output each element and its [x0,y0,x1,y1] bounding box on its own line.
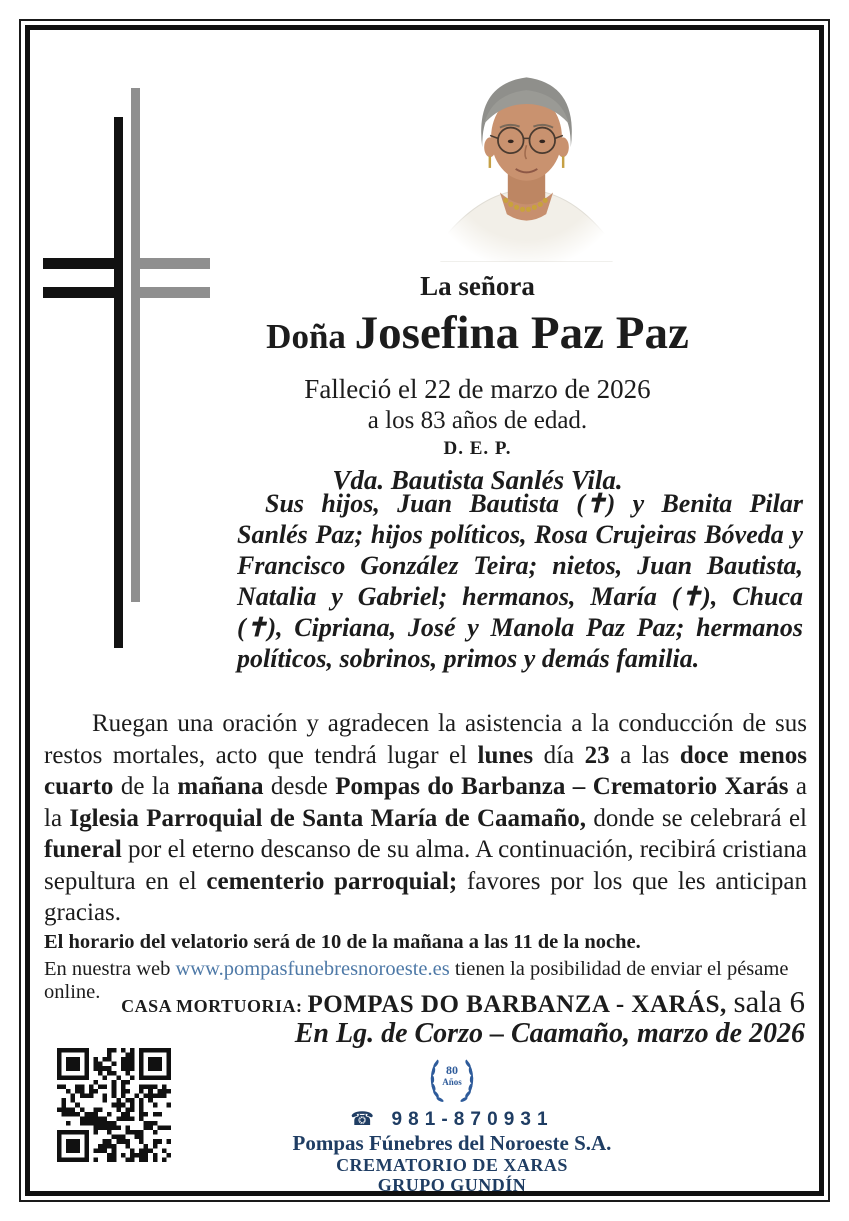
family-paragraph: Sus hijos, Juan Bautista (✝) y Benita Pilar Sanlés Paz; hijos políticos, Rosa Crujeiras Bóveda y Francisco González Teira; nietos, Juan Bautista, Natalia y Gabriel; hermanos, María (✝), Chuca (✝), Cipriana, José y Manola Paz Paz; hermanos políticos, sobrinos, primos y demás familia. [237,489,803,673]
announcement-paragraph: Ruegan una oración y agradecen la asistencia a la conducción de sus restos mortales, acto que tendrá lugar el lunes día 23 a las doce menos cuarto de la mañana desde Pompas do Barbanza – Crematorio Xarás a la Iglesia Parroquial de Santa María de Caamaño, donde se celebrará el funeral por el eterno descanso de su alma. A continuación, recibirá cristiana sepultura en el cementerio parroquial; favores por los que les anticipan gracias. [44,710,807,926]
phone-line [55,1108,849,1131]
phone-icon: ☎ [350,1109,381,1130]
cross-black-vertical [114,117,123,648]
anniversary-word: Años [442,1077,462,1087]
anniversary-number: 80 [446,1063,458,1077]
dep-abbreviation: D. E. P. [443,438,512,459]
web-condolence-line: En nuestra web www.pompasfunebresnoroeste.es tienen la posibilidad de enviar el pésame online. [44,958,789,1003]
deceased-name: Josefina Paz Paz [354,307,689,359]
cross-black-arm-lower [43,287,123,298]
website-link[interactable]: www.pompasfunebresnoroeste.es [175,958,450,980]
mortuary-line [121,984,805,1020]
death-date-line: Falleció el 22 de marzo de 2026 [304,374,651,404]
phone-number: 981-870931 [391,1109,554,1130]
age-line: a los 83 años de edad. [367,407,588,434]
funeral-home-footer [55,1052,849,1195]
company-name: Pompas Fúnebres del Noroeste S.A. [292,1131,612,1155]
group-name: GRUPO GUNDÍN [377,1175,527,1195]
mortuary-name: POMPAS DO BARBANZA - XARÁS, [307,991,734,1018]
deceased-name-line [150,304,805,373]
cross-gray-arm-upper [131,258,210,269]
widow-line: Vda. Bautista Sanlés Vila. [332,465,623,495]
wake-schedule-line: El horario del velatorio será de 10 de la mañana a las 11 de la noche. [44,931,641,953]
mortuary-room: sala 6 [733,984,805,1019]
place-date-line: En Lg. de Corzo – Caamaño, marzo de 2026 [294,1018,805,1049]
name-prefix: Doña [266,317,355,356]
cross-black-arm-upper [43,258,123,269]
crematorium-name: CREMATORIO DE XARAS [336,1155,568,1175]
salutation: La señora [420,271,535,301]
laurel-80-years-icon [422,1052,482,1108]
cross-gray-vertical [131,88,140,602]
mortuary-label: CASA MORTUORIA: [121,996,308,1016]
heading-block [150,270,805,497]
deceased-portrait-photo [433,64,620,262]
